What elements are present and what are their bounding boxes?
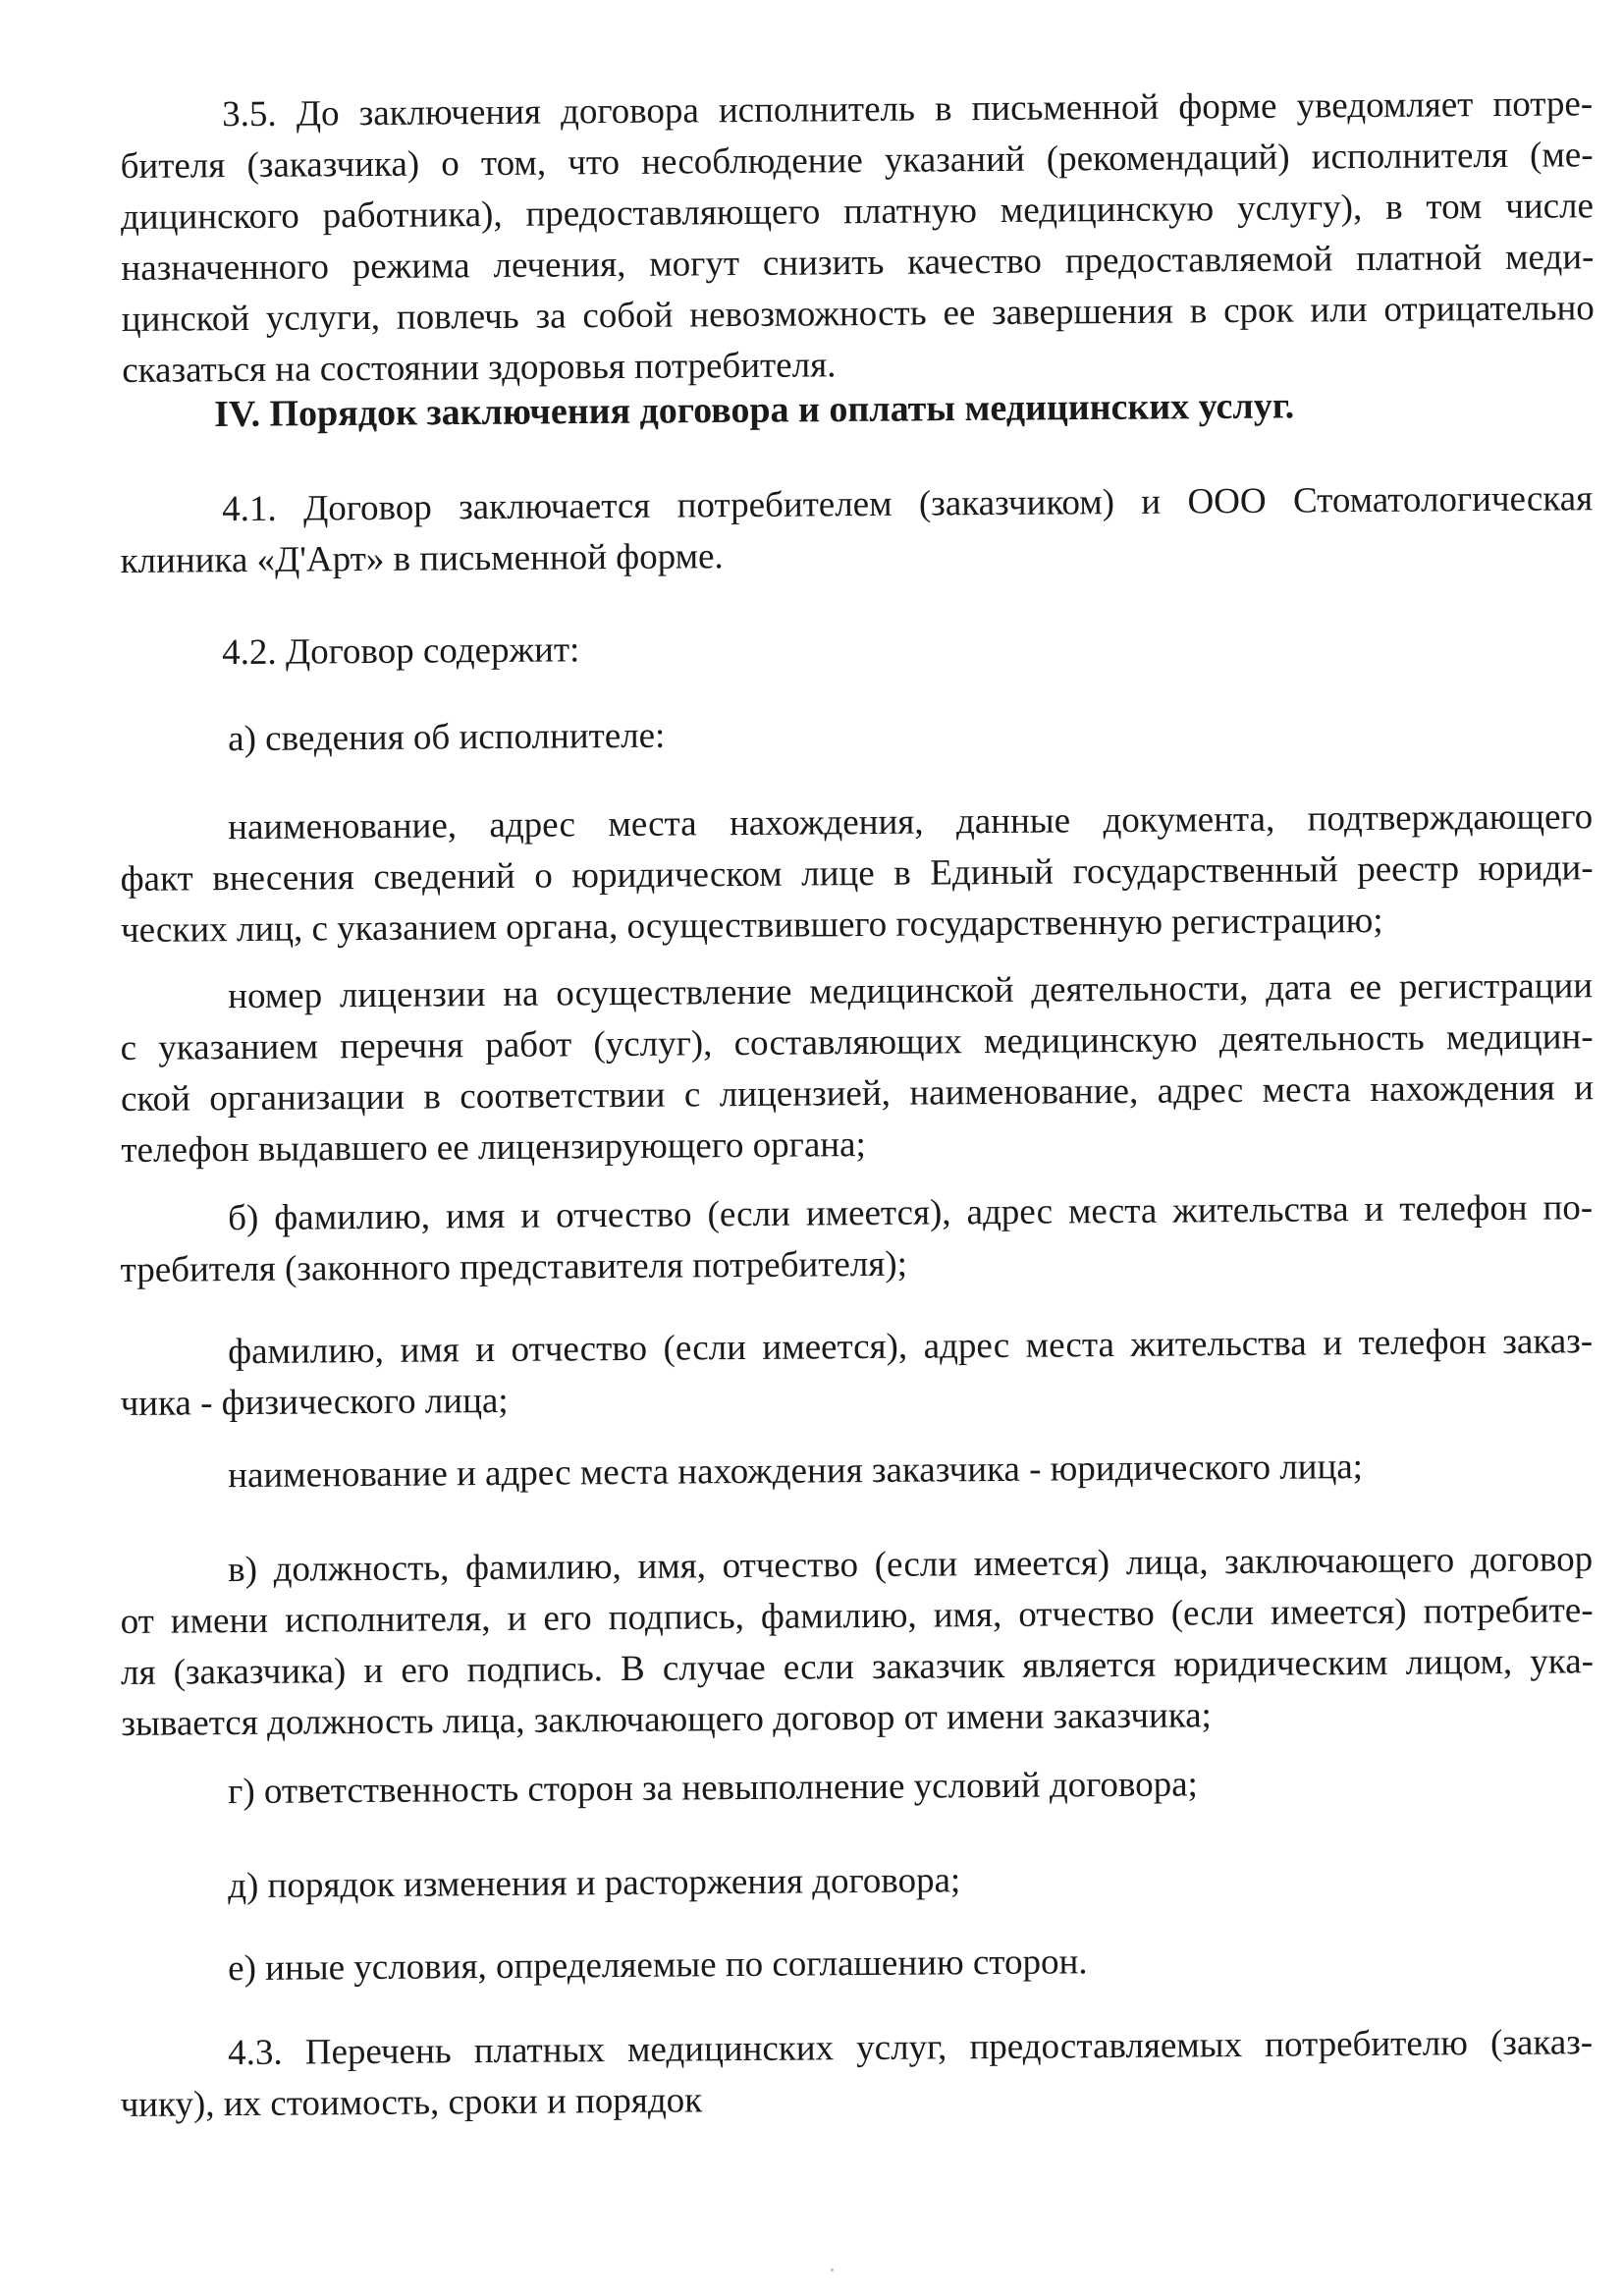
text-line: чику), их стоимость, сроки и порядок xyxy=(120,2080,703,2125)
paragraph-v xyxy=(120,1534,1595,1750)
paragraph-4-3 xyxy=(120,2017,1594,2131)
paragraph-3-5 xyxy=(120,79,1595,397)
text-line: наименование и адрес места нахождения заказчика - юридического лица; xyxy=(228,1447,1364,1497)
text-line: требителя (законного представителя потребителя); xyxy=(120,1243,908,1290)
text-line: сказаться на состоянии здоровья потребителя. xyxy=(122,345,837,391)
text-line: дицинского работника), предоставляющего платную медицинскую услугу), в том числе xyxy=(120,186,1595,238)
paragraph-b-individual xyxy=(120,1316,1594,1430)
text-line: с указанием перечня работ (услуг), составляющих медицинскую деятельность медицин- xyxy=(120,1016,1594,1068)
text-line: телефон выдавшего ее лицензирующего органа; xyxy=(121,1124,866,1171)
paragraph-d xyxy=(120,1850,1593,1913)
text-line: 3.5. До заключения договора исполнитель в письменной форме уведомляет потре- xyxy=(222,83,1594,136)
paragraph-g xyxy=(120,1756,1593,1819)
paragraph-a-name xyxy=(120,792,1594,957)
text-line: г) ответственность сторон за невыполнение условий договора; xyxy=(228,1764,1199,1813)
text-line: номер лицензии на осуществление медицинской деятельности, дата ее регистрации xyxy=(228,965,1594,1017)
paragraph-a xyxy=(120,703,1593,766)
text-line: ля (заказчика) и его подпись. В случае если заказчик является юридическим лицом, ука- xyxy=(120,1641,1595,1693)
text-line: чика - физического лица; xyxy=(120,1380,509,1424)
text-line: цинской услуги, повлечь за собой невозможность ее завершения в срок или отрицательно xyxy=(121,288,1595,340)
text-line: б) фамилию, имя и отчество (если имеется), адрес места жительства и телефон по- xyxy=(228,1187,1594,1239)
text-line: от имени исполнителя, и его подпись, фамилию, имя, отчество (если имеется) потребите- xyxy=(120,1590,1594,1642)
text-line: факт внесения сведений о юридическом лице в Единый государственный реестр юриди- xyxy=(120,847,1594,900)
paragraph-b xyxy=(120,1182,1594,1296)
text-line: 4.1. Договор заключается потребителем (заказчиком) и ООО Стоматологическая xyxy=(222,478,1594,530)
paragraph-4-1 xyxy=(120,473,1594,587)
text-line: е) иные условия, определяемые по соглашению сторон. xyxy=(228,1941,1088,1990)
text-line: ческих лиц, с указанием органа, осуществившего государственную регистрацию; xyxy=(120,900,1383,951)
text-line: ской организации в соответствии с лицензией, наименование, адрес места нахождения и xyxy=(120,1067,1595,1120)
text-line: клиника «Д'Арт» в письменной форме. xyxy=(120,536,724,581)
text-line: наименование, адрес места нахождения, данные документа, подтверждающего xyxy=(228,796,1594,848)
paragraph-a-license xyxy=(120,960,1595,1176)
text-line: зывается должность лица, заключающего договор от имени заказчика; xyxy=(121,1695,1213,1744)
text-line: а) сведения об исполнителе: xyxy=(228,715,666,760)
text-line: назначенного режима лечения, могут снизить качество предоставляемой платной меди- xyxy=(121,237,1595,289)
text-line: фамилию, имя и отчество (если имеется), адрес места жительства и телефон заказ- xyxy=(228,1321,1594,1373)
text-line: бителя (заказчика) о том, что несоблюдение указаний (рекомендаций) исполнителя (ме- xyxy=(120,135,1594,187)
text-line: 4.2. Договор содержит: xyxy=(222,629,580,674)
scan-speck xyxy=(831,2269,834,2271)
paragraph-b-legal xyxy=(120,1440,1593,1503)
text-line: 4.3. Перечень платных медицинских услуг, предоставляемых потребителю (заказ- xyxy=(228,2022,1594,2074)
section-heading: IV. Порядок заключения договора и оплаты медицинских услуг. xyxy=(214,385,1295,435)
paragraph-e xyxy=(120,1933,1593,1995)
text-line: д) порядок изменения и расторжения договора; xyxy=(228,1860,961,1907)
paragraph-4-2 xyxy=(120,617,1593,680)
text-line: в) должность, фамилию, имя, отчество (если имеется) лица, заключающего договор xyxy=(228,1539,1594,1591)
